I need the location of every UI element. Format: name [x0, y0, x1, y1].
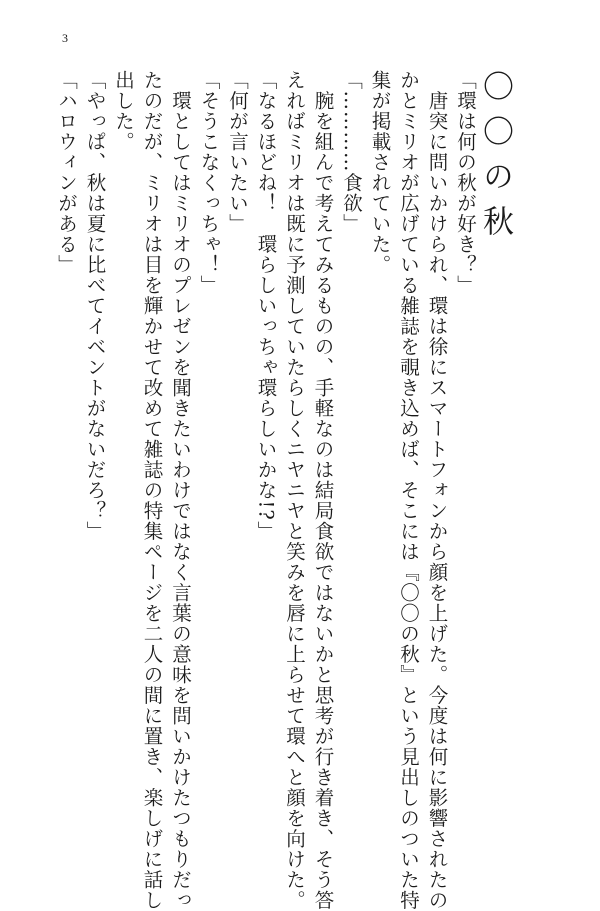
text-line: 「なるほどね！ 環らしいっちゃ環らしいかな!?」 [254, 70, 278, 542]
chapter-title: 〇〇の秋 [477, 70, 513, 250]
text-line: かとミリオが広げている雑誌を覗き込めば、そこには『〇〇の秋』という見出しのついた特 [397, 70, 420, 911]
text-line: 集が掲載されていた。 [368, 70, 392, 275]
text-line: 唐突に問いかけられ、環は徐にスマートフォンから顔を上げた。今度は何に影響されたの [425, 70, 449, 911]
text-line: 「環は何の秋が好き？」 [454, 70, 477, 296]
text-line: 出した。 [112, 70, 135, 152]
text-line: たのだが、ミリオは目を輝かせて改めて雑誌の特集ページを二人の間に置き、楽しげに話し [140, 70, 164, 911]
text-line: 「やっぱ、秋は夏に比べてイベントがないだろ？」 [83, 70, 107, 542]
page-number: 3 [62, 31, 68, 45]
text-line: 「…………食欲」 [340, 70, 363, 234]
text-line: 腕を組んで考えてみるものの、手軽なのは結局食欲ではないかと思考が行き着き、そう答 [311, 70, 335, 911]
text-line: えればミリオは既に予測していたらしくニヤニヤと笑みを唇に上らせて環へと顔を向けた。 [283, 70, 306, 911]
text-line: 「そうこなくっちゃ！」 [197, 70, 221, 296]
text-line: 「何が言いたい」 [226, 70, 249, 234]
vertical-text-body [52, 70, 513, 911]
text-line: 環としてはミリオのプレゼンを聞きたいわけではなく言葉の意味を問いかけたつもりだっ [169, 70, 192, 911]
text-line: 「ハロウィンがある」 [55, 70, 78, 275]
